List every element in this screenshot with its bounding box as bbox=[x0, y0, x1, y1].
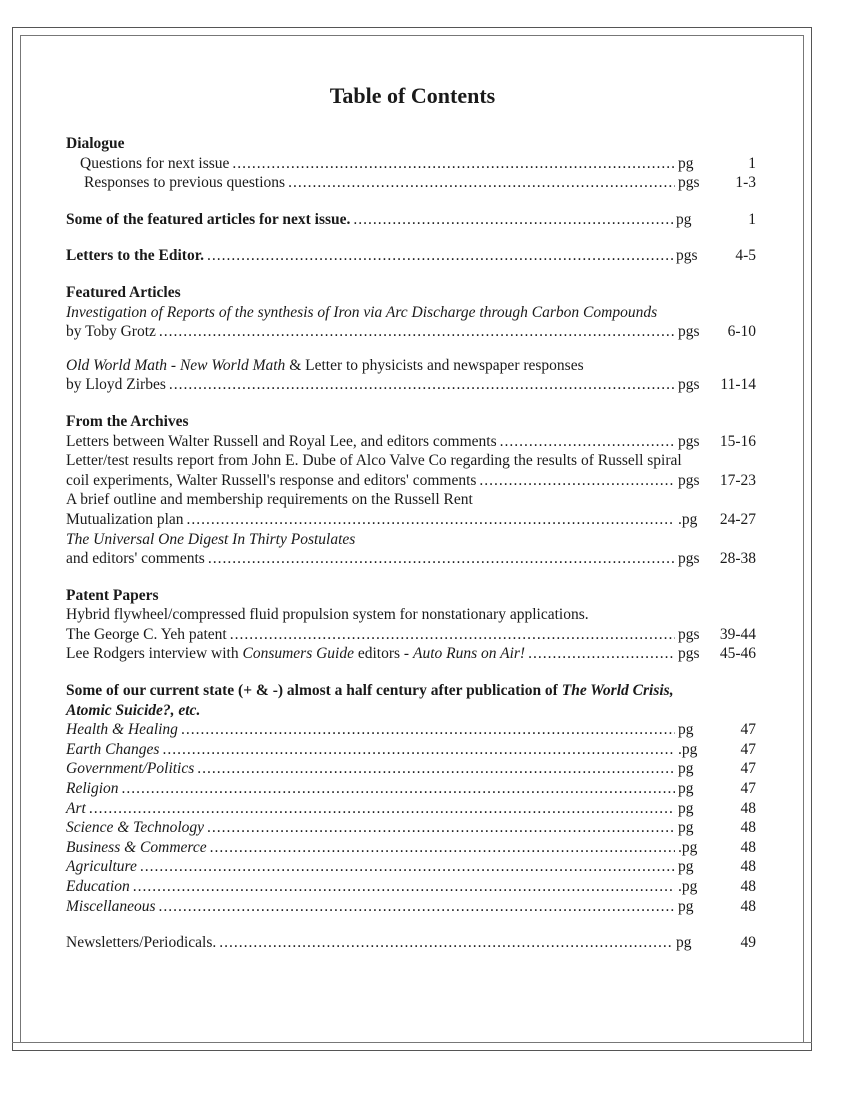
article-title-italic: Old World Math - New World Math bbox=[66, 356, 286, 374]
toc-entry bbox=[66, 549, 756, 569]
entry-title: Earth Changes bbox=[66, 740, 160, 758]
toc-entry bbox=[66, 322, 756, 342]
page-number: 1 bbox=[748, 154, 756, 172]
entry-title bbox=[66, 644, 525, 664]
toc-entry bbox=[66, 432, 756, 452]
entry-title-italic: Auto Runs on Air! bbox=[412, 645, 526, 663]
entry-title-line: A brief outline and membership requirements on the Russell Rent bbox=[66, 491, 473, 509]
toc-entry bbox=[66, 154, 756, 174]
leader-dots bbox=[500, 432, 675, 452]
article-title: Investigation of Reports of the synthesis of Iron via Arc Discharge through Carbon Compounds bbox=[66, 303, 658, 321]
entry-title-italic: Consumers Guide bbox=[242, 645, 354, 663]
leader-dots bbox=[181, 720, 675, 740]
toc-entry bbox=[66, 740, 756, 760]
leader-dots bbox=[159, 322, 675, 342]
toc-entry-featured-next bbox=[66, 210, 756, 230]
page-label: pgs bbox=[678, 376, 700, 394]
entry-title: Government/Politics bbox=[66, 760, 195, 778]
entry-title: Agriculture bbox=[66, 858, 137, 876]
toc-entry bbox=[66, 510, 756, 530]
page-label: pgs bbox=[678, 471, 700, 489]
heading-text: Some of our current state (+ & -) almost a half century after publication of bbox=[66, 682, 562, 700]
page-number: 47 bbox=[740, 740, 756, 758]
leader-dots bbox=[353, 210, 673, 230]
entry-title: Art bbox=[66, 799, 86, 817]
entry-title: Letters between Walter Russell and Royal Lee, and editors comments bbox=[66, 432, 497, 450]
entry-title: Business & Commerce bbox=[66, 838, 207, 856]
page-label: .pg bbox=[678, 510, 698, 528]
entry-title-line: Letter/test results report from John E. Dube of Alco Valve Co regarding the results of Russell spiral bbox=[66, 452, 682, 470]
leader-dots bbox=[288, 173, 675, 193]
page-number: 48 bbox=[740, 799, 756, 817]
page-number: 28-38 bbox=[719, 550, 756, 568]
entry-author: by Toby Grotz bbox=[66, 323, 156, 341]
entry-title-line: The Universal One Digest In Thirty Postulates bbox=[66, 530, 356, 548]
entry-title: The George C. Yeh patent bbox=[66, 625, 227, 643]
leader-dots bbox=[197, 759, 675, 779]
page-label: pg bbox=[678, 858, 694, 876]
page-number: 6-10 bbox=[727, 323, 756, 341]
entry-title-pre: Lee Rodgers interview with bbox=[66, 645, 243, 663]
page-label: pg bbox=[678, 154, 694, 172]
toc-entry bbox=[66, 173, 756, 193]
leader-dots bbox=[169, 375, 675, 395]
toc-entry bbox=[66, 838, 756, 858]
leader-dots bbox=[479, 471, 675, 491]
entry-title: coil experiments, Walter Russell's response and editors' comments bbox=[66, 471, 477, 489]
entry-title: Miscellaneous bbox=[66, 897, 156, 915]
page-number: 1 bbox=[748, 210, 756, 228]
toc-entry bbox=[66, 759, 756, 779]
page-number: 4-5 bbox=[735, 247, 756, 265]
toc-entry bbox=[66, 857, 756, 877]
article-title bbox=[66, 356, 756, 376]
page-label: pg bbox=[678, 819, 694, 837]
leader-dots bbox=[207, 246, 673, 266]
leader-dots bbox=[89, 799, 675, 819]
page-label: pgs bbox=[678, 625, 700, 643]
entry-title: Responses to previous questions bbox=[84, 174, 286, 192]
page-label: pgs bbox=[678, 550, 700, 568]
section-heading-dialogue: Dialogue bbox=[66, 135, 125, 152]
toc-entry bbox=[66, 625, 756, 645]
leader-dots bbox=[208, 549, 675, 569]
toc-entry bbox=[66, 897, 756, 917]
page-label: pgs bbox=[678, 645, 700, 663]
section-heading-archives: From the Archives bbox=[66, 412, 189, 430]
entry-title: and editors' comments bbox=[66, 550, 205, 568]
page-number: 49 bbox=[740, 934, 756, 952]
page-label: pg bbox=[676, 934, 692, 952]
page-label: .pg bbox=[678, 740, 698, 758]
page-number: 17-23 bbox=[719, 471, 756, 489]
page-label: .pg bbox=[678, 878, 698, 895]
page-number: 1-3 bbox=[735, 174, 756, 192]
page-number: 48 bbox=[740, 858, 756, 876]
section-heading-current-state bbox=[66, 681, 756, 701]
current-state-list bbox=[66, 720, 756, 916]
page-number: 24-27 bbox=[719, 510, 756, 528]
leader-dots bbox=[122, 779, 675, 799]
leader-dots bbox=[159, 897, 675, 917]
page-label: pg bbox=[678, 760, 694, 778]
toc-entry bbox=[66, 375, 756, 395]
section-heading-patents: Patent Papers bbox=[66, 586, 159, 604]
page-number: 45-46 bbox=[719, 645, 756, 663]
page-title: Table of Contents bbox=[329, 83, 496, 108]
page-number: 48 bbox=[740, 878, 756, 895]
page-label: pgs bbox=[678, 323, 700, 341]
page-label: pgs bbox=[678, 174, 700, 192]
toc-entry bbox=[66, 818, 756, 838]
toc-entry-letters bbox=[66, 246, 756, 266]
entry-title: Science & Technology bbox=[66, 819, 205, 837]
page-number: 47 bbox=[740, 721, 756, 739]
page-label: pg bbox=[678, 721, 694, 739]
page-number: 48 bbox=[740, 819, 756, 837]
page-label: .pg bbox=[678, 838, 698, 856]
entry-title: Health & Healing bbox=[66, 721, 178, 739]
page-number: 47 bbox=[740, 760, 756, 778]
page-label: pg bbox=[676, 210, 692, 228]
entry-title-line: Hybrid flywheel/compressed fluid propulsion system for nonstationary applications. bbox=[66, 606, 589, 624]
page-label: pg bbox=[678, 780, 694, 798]
leader-dots bbox=[162, 740, 675, 760]
page-number: 47 bbox=[740, 780, 756, 798]
toc-entry bbox=[66, 644, 756, 664]
article-title-rest: & Letter to physicists and newspaper responses bbox=[285, 356, 584, 374]
page-number: 39-44 bbox=[719, 625, 756, 643]
leader-dots bbox=[133, 877, 675, 897]
leader-dots bbox=[187, 510, 675, 530]
toc-entry bbox=[66, 720, 756, 740]
toc-entry bbox=[66, 877, 756, 897]
page-label: pgs bbox=[676, 247, 698, 265]
page-label: pg bbox=[678, 799, 694, 817]
page-number: 15-16 bbox=[719, 432, 756, 450]
leader-dots bbox=[140, 857, 675, 877]
page-number: 48 bbox=[740, 838, 756, 856]
leader-dots bbox=[232, 154, 675, 174]
entry-title: Education bbox=[66, 878, 130, 895]
entry-title: Questions for next issue bbox=[80, 154, 230, 172]
entry-title-mid: editors - bbox=[354, 645, 413, 663]
section-heading-featured-articles: Featured Articles bbox=[66, 283, 181, 301]
entry-title: Some of the featured articles for next issue. bbox=[66, 210, 351, 228]
page-number: 11-14 bbox=[720, 376, 756, 394]
leader-dots bbox=[210, 838, 675, 858]
page-label: pg bbox=[678, 897, 694, 915]
leader-dots bbox=[230, 625, 675, 645]
heading-italic: The World Crisis, bbox=[561, 682, 674, 700]
entry-author: by Lloyd Zirbes bbox=[66, 376, 166, 394]
toc-entry-newsletters bbox=[66, 933, 756, 953]
toc-entry bbox=[66, 799, 756, 819]
toc-entry bbox=[66, 779, 756, 799]
entry-title: Letters to the Editor. bbox=[66, 247, 205, 265]
page-number: 48 bbox=[740, 897, 756, 915]
leader-dots bbox=[528, 644, 675, 664]
leader-dots bbox=[207, 818, 675, 838]
entry-title: Religion bbox=[66, 780, 119, 798]
toc-entry bbox=[66, 471, 756, 491]
entry-title: Newsletters/Periodicals. bbox=[66, 934, 217, 952]
entry-title: Mutualization plan bbox=[66, 510, 184, 528]
page-label: pgs bbox=[678, 432, 700, 450]
leader-dots bbox=[219, 933, 673, 953]
bottom-rule bbox=[12, 1042, 812, 1043]
section-heading-current-state-cont: Atomic Suicide?, etc. bbox=[66, 701, 201, 719]
toc-content bbox=[66, 134, 756, 953]
